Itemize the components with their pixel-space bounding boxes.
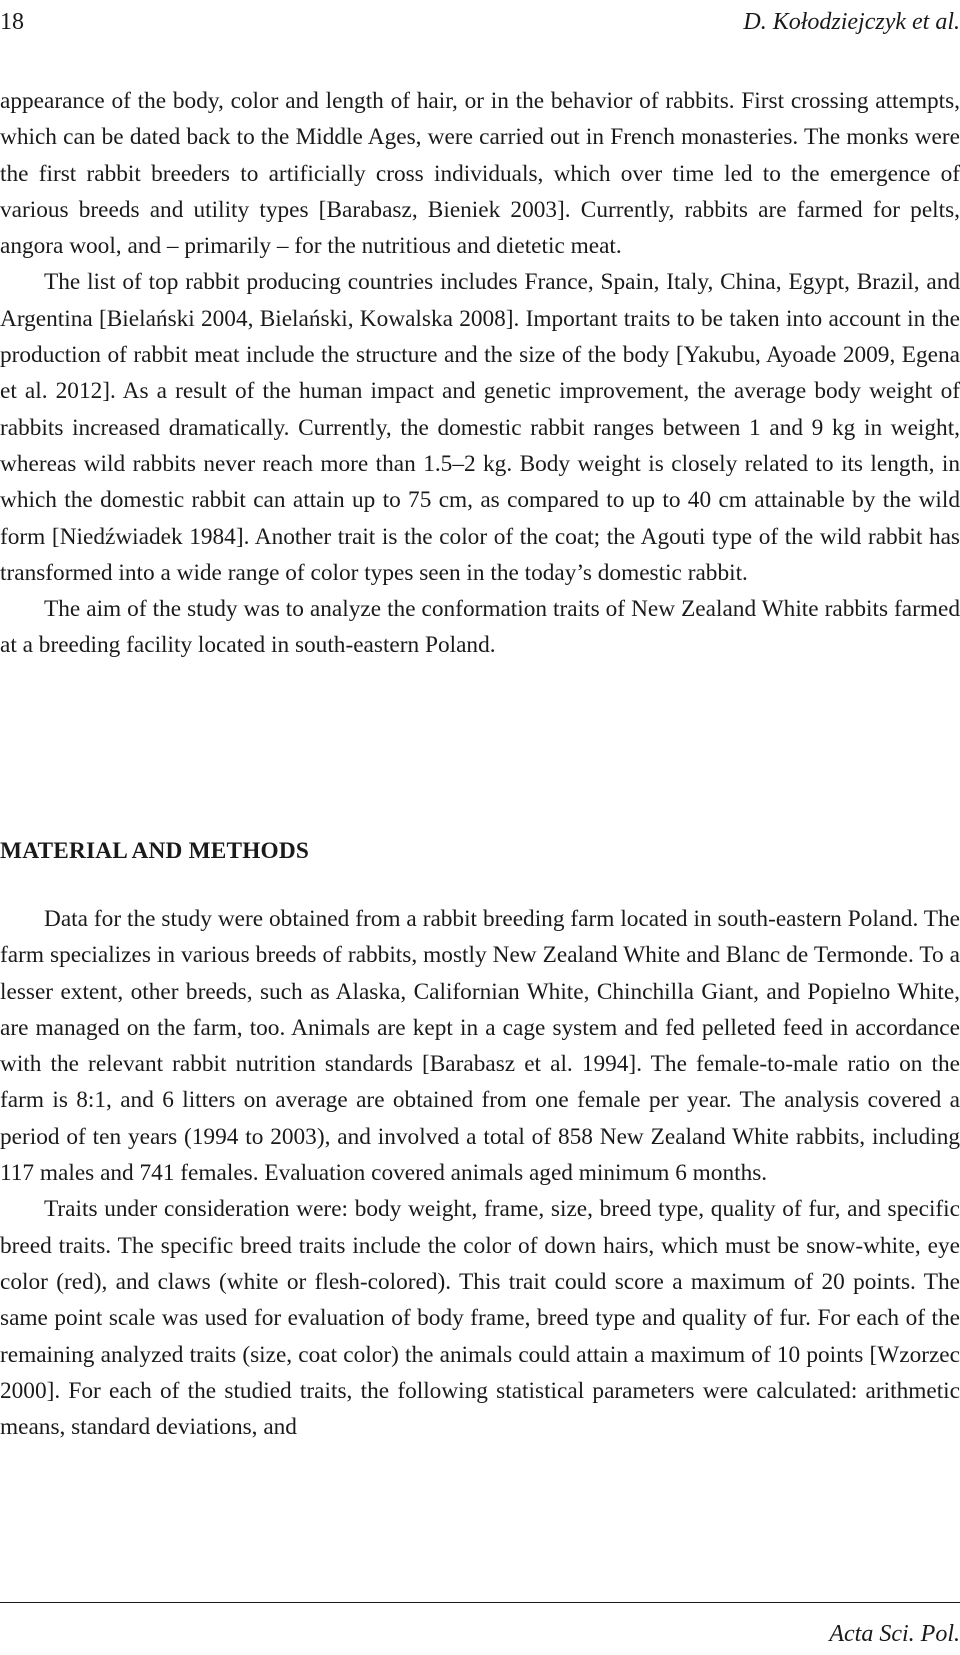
paragraph: The list of top rabbit producing countries includes France, Spain, Italy, China, Egypt, Brazil, and Argentina [Bielański 2004, Bielański, Kowalska 2008]. Important traits to be taken into account in the production of rabbit meat include the structure and the size of the body [Yakubu, Ayoade 2009, Egena et al. 2012]. As a result of the human impact and genetic improvement, the average body weight of rabbits increased dramatically. Currently, the domestic rabbit ranges between 1 and 9 kg in weight, whereas wild rabbits never reach more than 1.5–2 kg. Body weight is closely related to its length, in which the domestic rabbit can attain up to 75 cm, as compared to up to 40 cm attainable by the wild form [Niedźwiadek 1984]. Another trait is the color of the coat; the Agouti type of the wild rabbit has transformed into a wide range of color types seen in the today’s domestic rabbit. <box>0 269 960 586</box>
journal-name: Acta Sci. Pol. <box>829 1621 960 1647</box>
methods-text <box>0 901 960 1445</box>
paragraph: The aim of the study was to analyze the conformation traits of New Zealand White rabbits farmed at a breeding facility located in south-eastern Poland. <box>0 596 960 659</box>
introduction-text <box>0 83 960 664</box>
paragraph: Data for the study were obtained from a rabbit breeding farm located in south-eastern Poland. The farm specializes in various breeds of rabbits, mostly New Zealand White and Blanc de Termonde. To a lesser extent, other breeds, such as Alaska, Californian White, Chinchilla Giant, and Popielno White, are managed on the farm, too. Animals are kept in a cage system and fed pelleted feed in accordance with the relevant rabbit nutrition standards [Barabasz et al. 1994]. The female-to-male ratio on the farm is 8:1, and 6 litters on average are obtained from one female per year. The analysis covered a period of ten years (1994 to 2003), and involved a total of 858 New Zealand White rabbits, including 117 males and 741 females. Evaluation covered animals aged minimum 6 months. <box>0 906 960 1187</box>
section-heading: MATERIAL AND METHODS <box>0 838 310 864</box>
footer-divider <box>0 1602 960 1603</box>
paragraph: Traits under consideration were: body weight, frame, size, breed type, quality of fur, and specific breed traits. The specific breed traits include the color of down hairs, which must be snow-white, eye color (red), and claws (white or flesh-colored). This trait could score a maximum of 20 points. The same point scale was used for evaluation of body frame, breed type and quality of fur. For each of the remaining analyzed traits (size, coat color) the animals could attain a maximum of 10 points [Wzorzec 2000]. For each of the studied traits, the following statistical parameters were calculated: arithmetic means, standard deviations, and <box>0 1196 960 1441</box>
running-head: D. Kołodziejczyk et al. <box>743 9 960 35</box>
page-number: 18 <box>0 9 24 35</box>
paragraph: appearance of the body, color and length of hair, or in the behavior of rabbits. First crossing attempts, which can be dated back to the Middle Ages, were carried out in French monasteries. The monks were the first rabbit breeders to artificially cross individuals, which over time led to the emergence of various breeds and utility types [Barabasz, Bieniek 2003]. Currently, rabbits are farmed for pelts, angora wool, and – primarily – for the nutritious and dietetic meat. <box>0 88 960 260</box>
page-header <box>0 4 960 40</box>
